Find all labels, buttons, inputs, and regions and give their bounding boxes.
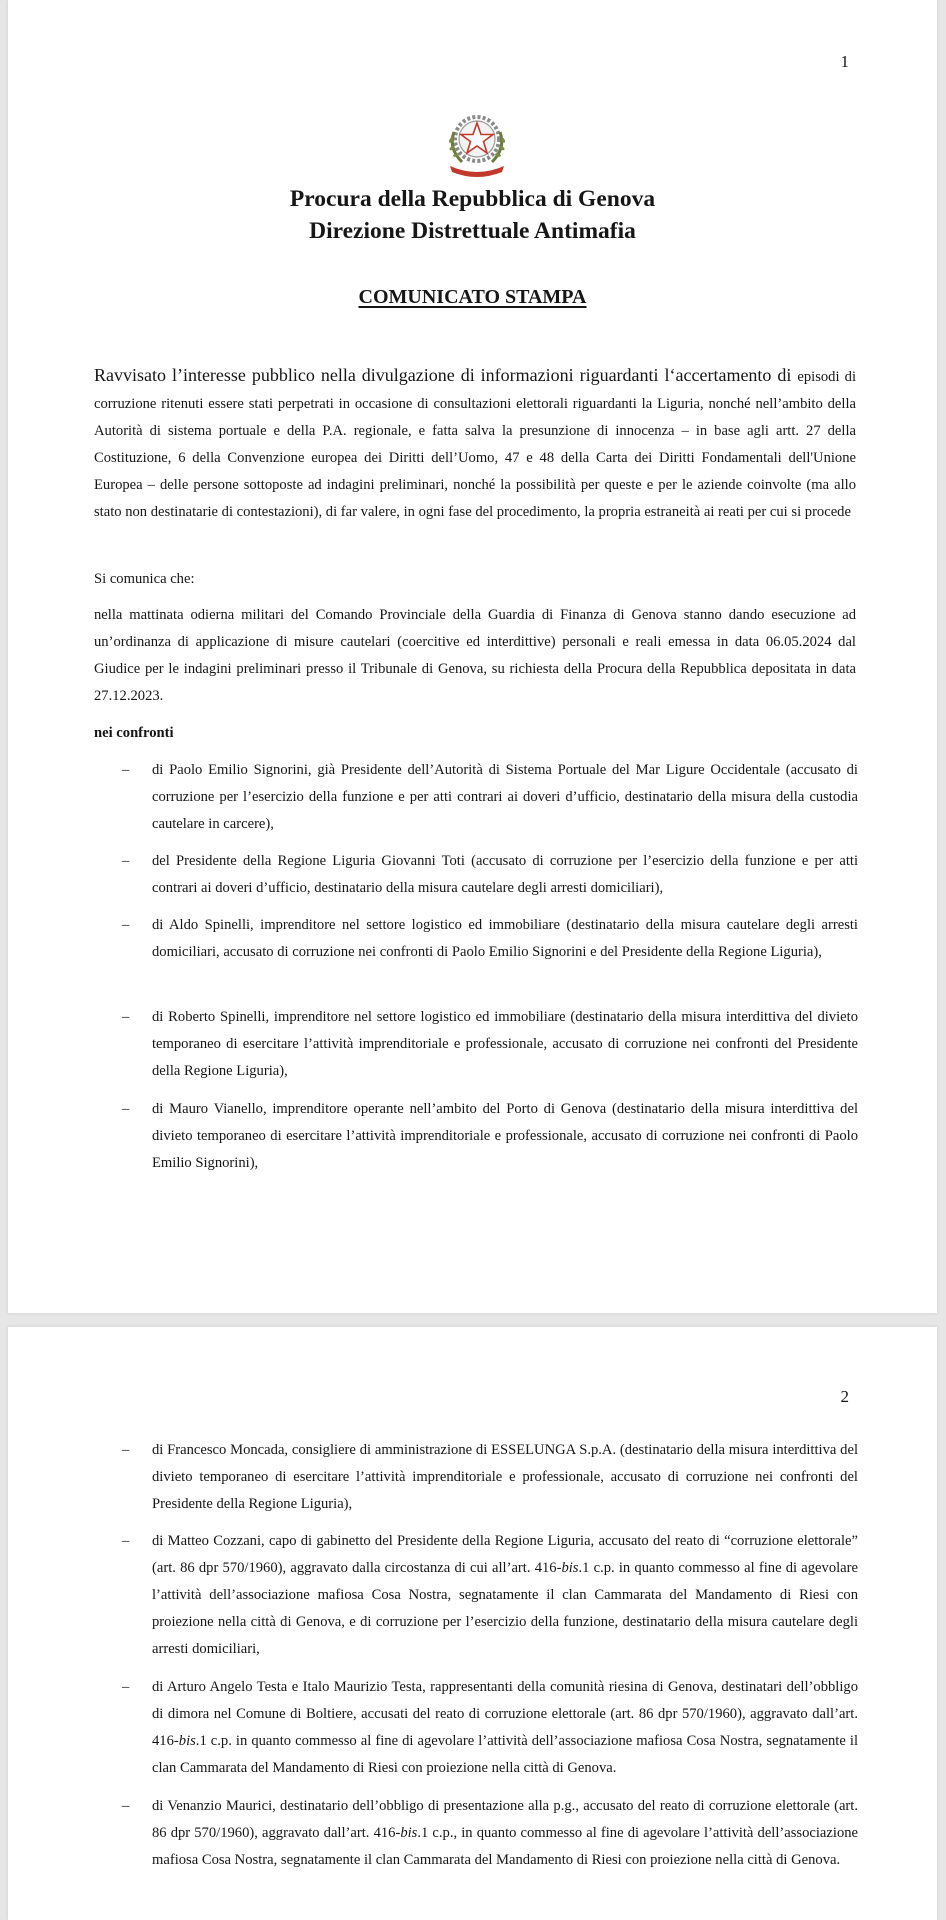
list-bullet: – <box>122 1009 130 1025</box>
intro-paragraph <box>94 362 856 526</box>
si-comunica-line: Si comunica che: <box>94 571 195 587</box>
intro-rest: di corruzione ritenuti essere stati perpetrati in occasione di consultazioni elettorali riguardanti la Liguria, nonché nell’ambito della Autorità di sistema portuale e della P.A. regionale, e fatta salva la presunzione di innocenza – in base agli artt. 27 della Costituzione, 6 della Convenzione europea dei Diritti dell’Uomo, 47 e 48 della Carta dei Diritti Fondamentali dell'Unione Europea – delle persone sottoposte ad indagini preliminari, nonché la possibilità per queste e per le aziende coinvolte (ma allo stato non destinatarie di contestazioni), di far valere, in ogni fase del procedimento, la propria estraneità ai reati per cui si procede <box>94 369 856 520</box>
page-number: 2 <box>840 1387 849 1406</box>
list-bullet: – <box>122 1533 130 1549</box>
list-item: di Roberto Spinelli, imprenditore nel settore logistico ed immobiliare (destinatario della misura interdittiva del divieto temporaneo di esercitare l’attività imprenditoriale e professionale, accusato di corruzione nei confronti del Presidente della Regione Liguria), <box>152 1009 858 1079</box>
list-item: di Venanzio Maurici, destinatario dell’obbligo di presentazione alla p.g., accusato del reato di corruzione elettorale (art. 86 dpr 570/1960), aggravato dall’art. 416-bis.1 c.p., in quanto commesso al fine di agevolare l’attività dell’associazione mafiosa Cosa Nostra, segnatamente il clan Cammarata del Mandamento di Riesi con proiezione nella città di Genova. <box>152 1798 859 1868</box>
list-item: di Francesco Moncada, consigliere di amministrazione di ESSELUNGA S.p.A. (destinatario della misura interdittiva del divieto temporaneo di esercitare l’attività imprenditoriale e professionale, accusato di corruzione nei confronti del Presidente della Regione Liguria), <box>152 1442 858 1512</box>
list-item: di Paolo Emilio Signorini, già Presidente dell’Autorità di Sistema Portuale del Mar Ligure Occidentale (accusato di corruzione per l’esercizio della funzione e per atti contrari ai doveri d’ufficio, destinatario della misura della custodia cautelare in carcere), <box>152 762 858 832</box>
execution-paragraph: nella mattinata odierna militari del Comando Provinciale della Guardia di Finanza di Genova stanno dando esecuzione ad un’ordinanza di applicazione di misure cautelari (coercitive ed interdittive) personali e reali emessa in data 06.05.2024 dal Giudice per le indagini preliminari presso il Tribunale di Genova, su richiesta della Procura della Repubblica depositata in data 27.12.2023. <box>94 607 856 704</box>
office-title: Procura della Repubblica di Genova <box>289 186 656 212</box>
list-bullet: – <box>122 853 130 869</box>
document-page-2 <box>8 1327 937 1920</box>
document-heading: COMUNICATO STAMPA <box>358 286 587 308</box>
italian-republic-emblem <box>440 106 514 180</box>
list-bullet: – <box>122 1679 130 1695</box>
page-number: 1 <box>840 52 849 71</box>
office-subtitle: Direzione Distrettuale Antimafia <box>309 218 636 244</box>
intro-first-words: Ravvisato l’interesse pubblico nella divulgazione di informazioni riguardanti l‘accertamento di <box>94 365 798 385</box>
list-item: di Aldo Spinelli, imprenditore nel settore logistico ed immobiliare (destinatario della misura cautelare degli arresti domiciliari, accusato di corruzione nei confronti di Paolo Emilio Signorini e del Presidente della Regione Liguria), <box>152 917 858 960</box>
intro-first-end: episodi <box>797 369 840 385</box>
nei-confronti-label: nei confronti <box>94 725 174 741</box>
list-item: di Mauro Vianello, imprenditore operante nell’ambito del Porto di Genova (destinatario della misura interdittiva del divieto temporaneo di esercitare l’attività imprenditoriale e professionale, accusato di corruzione nei confronti di Paolo Emilio Signorini), <box>152 1101 858 1171</box>
list-item: di Arturo Angelo Testa e Italo Maurizio Testa, rappresentanti della comunità riesina di Genova, destinatari dell’obbligo di dimora nel Comune di Boltiere, accusati del reato di corruzione elettorale (art. 86 dpr 570/1960), aggravato dall’art. 416-bis.1 c.p. in quanto commesso al fine di agevolare l’attività dell’associazione mafiosa Cosa Nostra, segnatamente il clan Cammarata del Mandamento di Riesi con proiezione nella città di Genova. <box>152 1679 858 1776</box>
list-item: di Matteo Cozzani, capo di gabinetto del Presidente della Regione Liguria, accusato del reato di “corruzione elettorale” (art. 86 dpr 570/1960), aggravato dalla circostanza di cui all’art. 416-bis.1 c.p. in quanto commesso al fine di agevolare l’attività dell’associazione mafiosa Cosa Nostra, segnatamente il clan Cammarata del Mandamento di Riesi con proiezione nella città di Genova, e di corruzione per l’esercizio della funzione, destinatario della misura cautelare degli arresti domiciliari, <box>152 1533 858 1657</box>
document-page-1 <box>8 0 937 1313</box>
list-bullet: – <box>122 1798 130 1814</box>
list-item: del Presidente della Regione Liguria Giovanni Toti (accusato di corruzione per l’esercizio della funzione e per atti contrari ai doveri d’ufficio, destinatario della misura cautelare degli arresti domiciliari), <box>152 853 858 896</box>
list-bullet: – <box>122 762 130 778</box>
list-bullet: – <box>122 1442 130 1458</box>
list-bullet: – <box>122 1101 130 1117</box>
list-bullet: – <box>122 917 130 933</box>
